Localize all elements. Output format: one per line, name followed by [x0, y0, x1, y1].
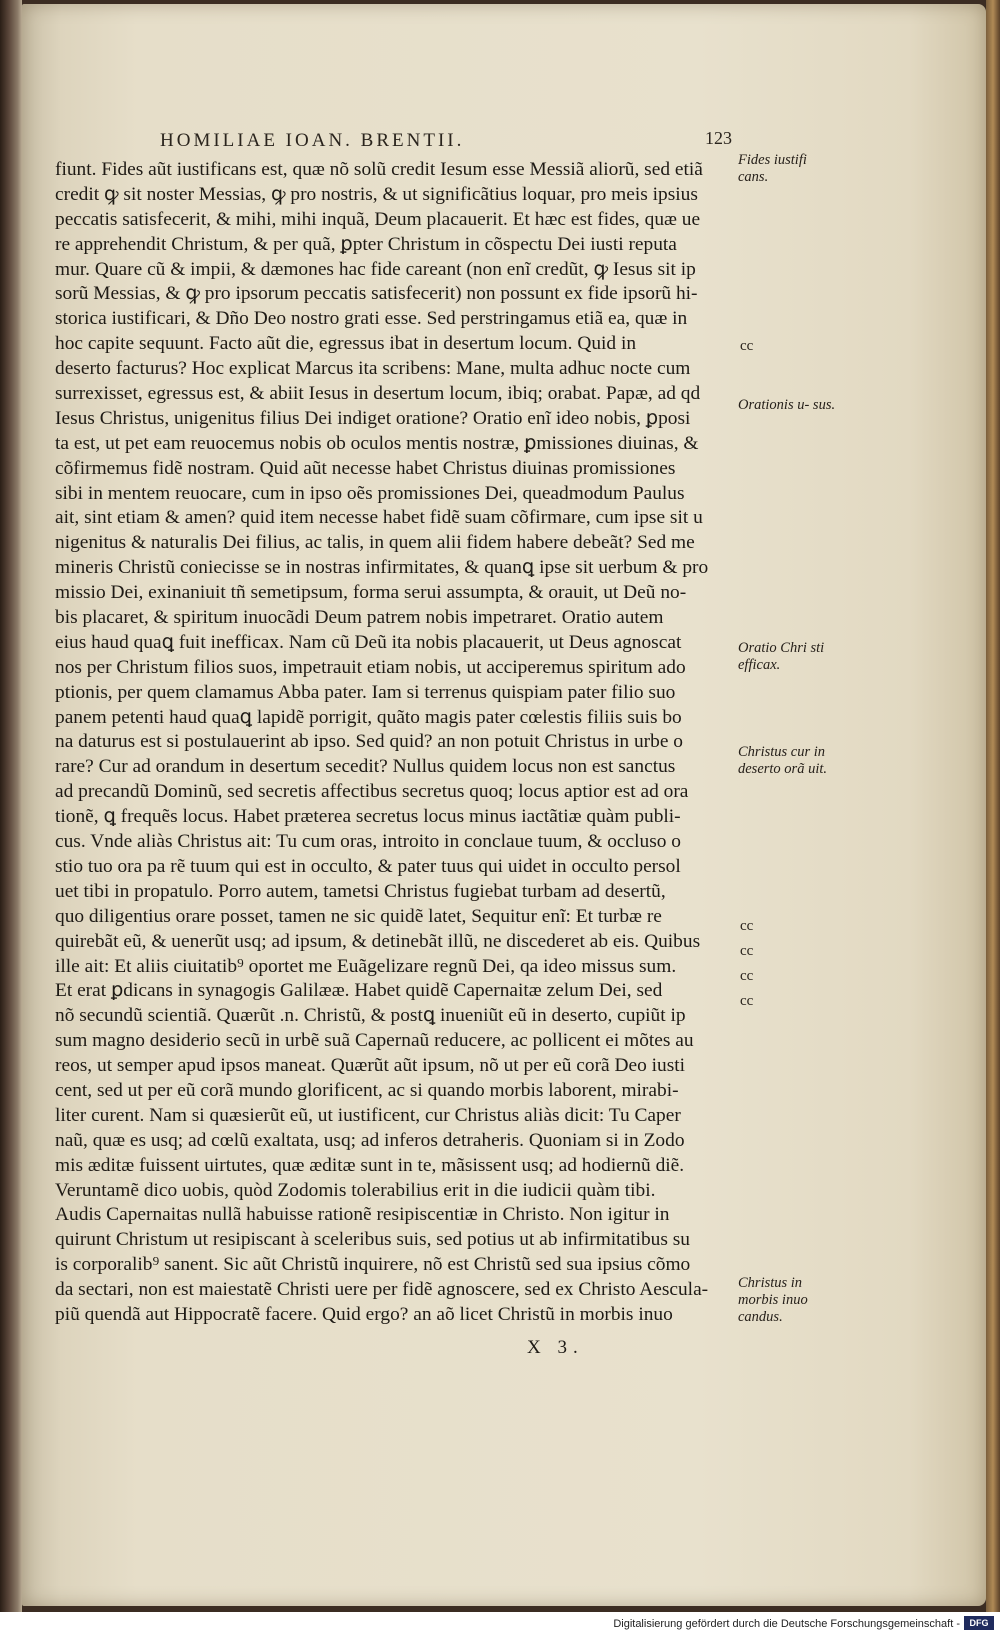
text-line: rare? Cur ad orandum in desertum secedit? Nullus quidem locus non est sanctus — [55, 756, 676, 778]
dfg-logo: DFG — [964, 1616, 994, 1630]
text-line: hoc capite sequunt. Facto aũt die, egressus ibat in desertum locum. Quid in — [55, 333, 637, 355]
text-line: Audis Capernaitas nullã habuisse rationẽ resipiscentiæ in Christo. Non igitur in — [55, 1204, 670, 1226]
text-line: sorũ Messias, & ꝙ pro ipsorum peccatis satisfecerit) non possunt ex fide ipsorũ hi- — [55, 283, 698, 305]
text-line: nigenitus & naturalis Dei filius, ac talis, in quem alii fidem habere debeãt? Sed me — [55, 532, 695, 554]
text-line: Iesus Christus, unigenitus filius Dei indiget oratione? Oratio enĩ ideo nobis, ꝑposi — [55, 407, 691, 429]
text-line: da sectari, non est maiestatẽ Christi uere per fidẽ agnoscere, sed ex Christo Aescula- — [55, 1279, 709, 1301]
text-line: ille ait: Et aliis ciuitatib⁹ oportet me Euãgelizare regnũ Dei, qa ideo missus sum. — [55, 955, 677, 977]
text-line: peccatis satisfecerit, & mihi, mihi inquã, Deum placauerit. Et hæc est fides, quæ ue — [55, 208, 701, 230]
text-line: sibi in mentem reuocare, cum in ipso oẽs promissiones Dei, queadmodum Paulus — [55, 482, 685, 504]
text-line: quirebãt eũ, & uenerũt usq; ad ipsum, & detinebãt illũ, ne discederet ab eis. Quibus — [55, 930, 701, 952]
body-text — [55, 158, 735, 1328]
quote-mark: cc — [740, 943, 754, 959]
text-line: mis æditæ fuissent uirtutes, quæ æditæ sunt in te, mãsissent usq; ad hodiernũ diẽ. — [55, 1154, 685, 1176]
text-line: eius haud quaꝗ fuit inefficax. Nam cũ Deũ ita nobis placauerit, ut Deus agnoscat — [55, 631, 682, 653]
text-line: missio Dei, exinaniuit tñ semetipsum, forma serui assumpta, & orauit, ut Deũ no- — [55, 582, 687, 604]
running-head: HOMILIAE IOAN. BRENTII. — [160, 130, 465, 151]
text-line: credit ꝙ sit noster Messias, ꝙ pro nostris, & ut significãtius loquar, pro meis ipsius — [55, 183, 698, 205]
signature-mark: X 3. — [527, 1337, 584, 1358]
text-line: storica iustificari, & Dño Deo nostro grati esse. Sed perstringamus etiã ea, quæ in — [55, 308, 688, 330]
page-number: 123 — [705, 128, 732, 148]
text-line: tionẽ, ꝗ frequẽs locus. Habet præterea secretus locus minus iactãtiæ quàm publi- — [55, 806, 681, 828]
text-line: nõ secundũ scientiã. Quærũt .n. Christũ, & postꝗ inueniũt eũ in deserto, cupiũt ip — [55, 1005, 686, 1027]
marginal-note: Oratio Chri sti efficax. — [738, 640, 825, 673]
text-line: deserto facturus? Hoc explicat Marcus ita scribens: Mane, multa adhuc nocte cum — [55, 358, 691, 380]
text-line: nos per Christum filios suos, impetrauit etiam nobis, ut acciperemus spiritum ado — [55, 656, 686, 678]
text-line: stio tuo ora pa rẽ tuum qui est in occulto, & pater tuus qui uidet in occulto persol — [55, 855, 681, 877]
text-line: na daturus est si postulauerint ab ipso. Sed quid? an non potuit Christus in urbe o — [55, 731, 683, 753]
text-line: ad precandũ Dominũ, sed secretis affectibus secretus quoq; locus aptior est ad ora — [55, 781, 689, 803]
text-line: liter curent. Nam si quæsierũt eũ, ut iustificent, cur Christus aliàs dicit: Tu Caper — [55, 1104, 681, 1126]
text-line: fiunt. Fides aũt iustificans est, quæ nõ solũ credit Iesum esse Messiã aliorũ, sed etiã — [55, 159, 703, 180]
text-line: is corporalib⁹ sanent. Sic aũt Christũ inquirere, nõ est Christũ sed sua ipsius cõmo — [55, 1254, 691, 1276]
text-line: mur. Quare cũ & impii, & dæmones hac fide careant (non enĩ credũt, ꝙ Iesus sit ip — [55, 258, 696, 280]
quote-mark: cc — [740, 918, 754, 934]
quote-mark: cc — [740, 338, 754, 354]
marginal-note: Christus in morbis inuo candus. — [738, 1275, 808, 1325]
text-line: cõfirmemus fidẽ nostram. Quid aũt necesse habet Christus diuinas promissiones — [55, 457, 676, 479]
text-line: quo diligentius orare posset, tamen ne sic quidẽ latet, Sequitur enĩ: Et turbæ re — [55, 905, 662, 927]
marginal-note: Fides iustifi cans. — [738, 152, 807, 185]
text-line: cus. Vnde aliàs Christus ait: Tu cum oras, introito in conclaue tuum, & occluso o — [55, 831, 682, 853]
book-edge — [986, 0, 1000, 1612]
text-line: piũ quendã aut Hippocratẽ facere. Quid ergo? an aõ licet Christũ in morbis inuo — [55, 1303, 673, 1325]
footer-credit: Digitalisierung gefördert durch die Deutsche Forschungsgemeinschaft - — [613, 1618, 960, 1630]
text-line: sum magno desiderio secũ in urbẽ suã Capernaũ reducere, ac pollicent ei mõtes au — [55, 1030, 694, 1052]
text-line: Et erat ꝑdicans in synagogis Galilææ. Habet quidẽ Capernaitæ zelum Dei, sed — [55, 980, 663, 1002]
text-line: quirunt Christum ut resipiscant à sceleribus suis, sed potius ut ab infirmitatibus su — [55, 1229, 690, 1251]
text-line: ait, sint etiam & amen? quid item necesse habet fidẽ suam cõfirmare, cum ipse sit u — [55, 507, 703, 529]
text-line: uet tibi in propatulo. Porro autem, tametsi Christus fugiebat turbam ad desertũ, — [55, 880, 666, 902]
marginal-note: Christus cur in deserto orã uit. — [738, 744, 828, 777]
text-line: ta est, ut pet eam reuocemus nobis ob oculos mentis nostræ, ꝑmissiones diuinas, & — [55, 432, 699, 454]
text-line: bis placaret, & spiritum inuocãdi Deum patrem nobis impetraret. Oratio autem — [55, 607, 664, 629]
quote-mark: cc — [740, 968, 754, 984]
text-line: cent, sed ut per eũ corã mundo glorificent, ac si quando morbis laborent, mirabi- — [55, 1079, 679, 1101]
marginal-note: Orationis u- sus. — [738, 397, 836, 413]
text-line: naũ, quæ es usq; ad cœlũ exaltata, usq; ad inferos detraheris. Quoniam si in Zodo — [55, 1129, 685, 1151]
quote-mark: cc — [740, 993, 754, 1009]
text-line: mineris Christũ coniecisse se in nostras infirmitates, & quanꝗ ipse sit uerbum & pro — [55, 557, 709, 579]
text-line: Veruntamẽ dico uobis, quòd Zodomis tolerabilius erit in die iudicii quàm tibi. — [55, 1179, 656, 1201]
text-line: ptionis, per quem clamamus Abba pater. Iam si terrenus quispiam pater filio suo — [55, 681, 676, 703]
text-line: panem petenti haud quaꝗ lapidẽ porrigit, quãto magis pater cœlestis filiis suis bo — [55, 706, 682, 728]
book-spine — [0, 0, 22, 1612]
text-line: surrexisset, egressus est, & abiit Iesus in desertum locum, ibiq; orabat. Papæ, ad qd — [55, 383, 701, 405]
text-line: re apprehendit Christum, & per quã, ꝑpter Christum in cõspectu Dei iusti reputa — [55, 233, 677, 255]
text-line: reos, ut semper apud ipsos maneat. Quærũt aũt ipsum, nõ ut per eũ corã Deo iusti — [55, 1055, 686, 1077]
